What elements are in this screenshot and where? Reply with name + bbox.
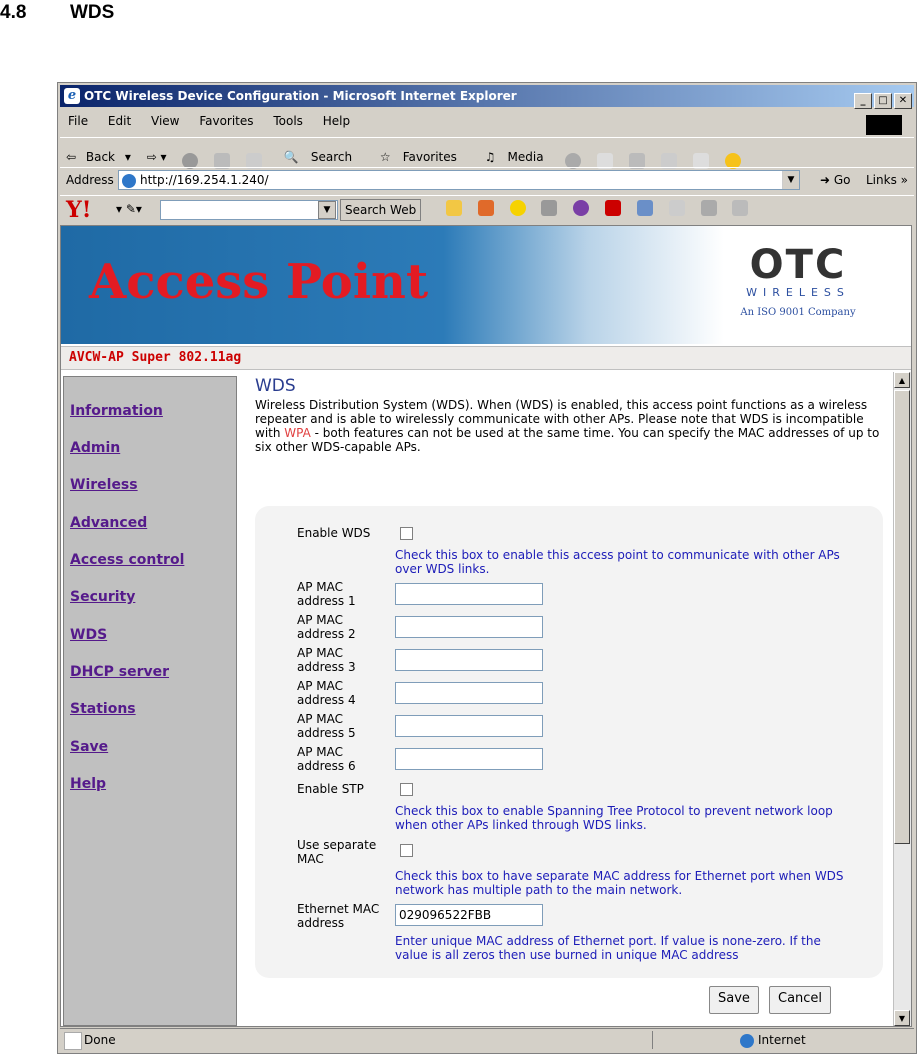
vertical-scrollbar[interactable] [893, 372, 911, 1026]
minimize-button[interactable]: _ [854, 93, 872, 109]
sidebar [63, 376, 237, 1026]
banner [61, 226, 911, 344]
separate-mac-label: Use separate MAC [297, 838, 377, 866]
page-intro [255, 398, 885, 454]
favorites-button[interactable] [374, 144, 463, 164]
enable-wds-help: Check this box to enable this access point to communicate with other APs over WDS links. [395, 548, 840, 576]
back-label: Back [85, 150, 116, 164]
status-zone [740, 1033, 806, 1048]
menu-file[interactable]: File [68, 114, 89, 128]
model-name: AVCW-AP Super 802.11ag [69, 350, 242, 365]
enable-wds-label: Enable WDS [297, 526, 371, 540]
scroll-thumb[interactable] [894, 390, 910, 844]
banner-title: Access Point [89, 254, 429, 310]
media-label: Media [507, 150, 544, 164]
nav-information[interactable]: Information [70, 403, 163, 419]
ap-mac-6-label: AP MAC address 6 [297, 745, 356, 773]
address-url: http://169.254.1.240/ [140, 173, 269, 187]
address-input[interactable] [118, 170, 800, 190]
otc-logo-mark: OTC [749, 242, 847, 288]
scroll-down-icon[interactable]: ▼ [894, 1010, 910, 1026]
section-title: WDS [70, 2, 115, 23]
ap-mac-3-label: AP MAC address 3 [297, 646, 356, 674]
otc-logo-text: WIRELESS [746, 286, 850, 299]
save-button[interactable]: Save [709, 986, 759, 1014]
nav-dhcp-server[interactable]: DHCP server [70, 664, 170, 680]
enable-stp-help: Check this box to enable Spanning Tree Protocol to prevent network loop when other APs linked through WDS links. [395, 804, 833, 832]
ethernet-mac-input[interactable] [395, 904, 543, 926]
ie-icon: e [64, 88, 80, 104]
ap-mac-3-input[interactable] [395, 649, 543, 671]
menu-tools[interactable]: Tools [273, 114, 303, 128]
ap-mac-4-input[interactable] [395, 682, 543, 704]
search-button[interactable] [278, 144, 358, 164]
enable-wds-checkbox[interactable] [400, 527, 413, 540]
wds-form [255, 506, 883, 978]
ap-mac-4-label: AP MAC address 4 [297, 679, 356, 707]
yahoo-finance-icon[interactable] [637, 200, 653, 216]
back-button[interactable]: ⇦ Back ▾ [66, 150, 131, 164]
yahoo-toolbar [60, 195, 914, 224]
separate-mac-checkbox[interactable] [400, 844, 413, 857]
status-cells [652, 1031, 733, 1049]
page-icon [122, 174, 136, 188]
ethernet-mac-help: Enter unique MAC address of Ethernet port. If value is none-zero. If the value is all zeros then use burned in unique MAC address [395, 934, 821, 962]
scroll-up-icon[interactable]: ▲ [894, 372, 910, 388]
window-title: OTC Wireless Device Configuration - Microsoft Internet Explorer [84, 89, 517, 103]
nav-admin[interactable]: Admin [70, 440, 121, 456]
favorites-label: Favorites [402, 150, 457, 164]
ap-mac-5-input[interactable] [395, 715, 543, 737]
ap-mac-1-label: AP MAC address 1 [297, 580, 356, 608]
enable-stp-label: Enable STP [297, 782, 364, 796]
ap-mac-2-label: AP MAC address 2 [297, 613, 356, 641]
document-section-heading [0, 2, 114, 24]
page-status-icon [64, 1032, 82, 1050]
intro-text-1: Wireless Distribution System (WDS). When (WDS) is enabled, this access point functions as a wireless repeater and is able to wirelessly communicate with other APs. Please note that WDS is incompatible with [255, 398, 868, 440]
status-zone-label: Internet [758, 1033, 806, 1047]
links-label: Links [866, 173, 897, 187]
yahoo-target-icon[interactable] [478, 200, 494, 216]
separate-mac-help: Check this box to have separate MAC address for Ethernet port when WDS network has multiple path to the main network. [395, 869, 844, 897]
menu-favorites[interactable]: Favorites [199, 114, 254, 128]
window-controls [852, 88, 912, 110]
yahoo-highlight-icon[interactable] [446, 200, 462, 216]
nav-help[interactable]: Help [70, 776, 107, 792]
yahoo-bookmark-icon[interactable] [701, 200, 717, 216]
otc-logo-tagline: An ISO 9001 Company [740, 307, 856, 318]
intro-wpa: WPA [284, 426, 311, 440]
yahoo-toolbar-icons [440, 200, 754, 216]
favorites-icon: ☆ [379, 150, 391, 164]
nav-save[interactable]: Save [70, 739, 109, 755]
address-bar [60, 167, 914, 192]
page-title: WDS [255, 376, 296, 396]
yahoo-menu-icon[interactable]: ▾ ✎▾ [116, 202, 142, 216]
media-icon: ♫ [484, 150, 496, 164]
ap-mac-1-input[interactable] [395, 583, 543, 605]
yahoo-logo[interactable]: Y! [66, 197, 92, 223]
menu-bar [60, 111, 914, 131]
nav-wds[interactable]: WDS [70, 627, 108, 643]
section-number: 4.8 [0, 2, 27, 23]
ap-mac-6-input[interactable] [395, 748, 543, 770]
go-button[interactable]: ➜ Go [820, 173, 851, 187]
maximize-button[interactable]: □ [874, 93, 892, 109]
model-bar [61, 346, 911, 370]
status-text: Done [84, 1033, 116, 1047]
yahoo-y-icon[interactable] [605, 200, 621, 216]
cancel-button[interactable]: Cancel [769, 986, 831, 1014]
search-icon: 🔍 [283, 150, 299, 164]
menu-edit[interactable]: Edit [107, 114, 132, 128]
internet-zone-icon [740, 1034, 754, 1048]
ap-mac-2-input[interactable] [395, 616, 543, 638]
yahoo-news-icon[interactable] [541, 200, 557, 216]
menu-help[interactable]: Help [322, 114, 351, 128]
nav-security[interactable]: Security [70, 589, 136, 605]
address-label: Address [66, 173, 114, 187]
search-web-button[interactable]: Search Web [340, 199, 421, 221]
main-panel [237, 372, 897, 1024]
media-button[interactable] [479, 144, 550, 164]
yahoo-mail-icon[interactable] [669, 200, 685, 216]
title-bar[interactable] [60, 85, 914, 107]
intro-text-2: - both features can not be used at the same time. You can specify the MAC addresses of up to six other WDS-capable APs. [255, 426, 880, 454]
yahoo-smiley-icon[interactable] [510, 200, 526, 216]
ethernet-mac-label: Ethernet MAC address [297, 902, 380, 930]
enable-stp-checkbox[interactable] [400, 783, 413, 796]
forward-button[interactable]: ⇨ ▾ [146, 150, 167, 164]
menu-view[interactable]: View [151, 114, 180, 128]
go-label: Go [833, 173, 851, 187]
yahoo-clip-icon[interactable] [732, 200, 748, 216]
links-button[interactable]: Links » [866, 173, 908, 187]
search-label: Search [310, 150, 353, 164]
yahoo-search-dropdown-icon[interactable]: ▼ [318, 201, 336, 219]
browser-window [57, 82, 917, 1054]
nav-advanced[interactable]: Advanced [70, 515, 148, 531]
yahoo-search-input[interactable] [160, 200, 338, 220]
otc-wireless-logo [723, 244, 873, 318]
windows-logo-icon [866, 115, 902, 135]
close-button[interactable]: ✕ [894, 93, 912, 109]
standard-toolbar [60, 137, 914, 164]
status-bar [60, 1028, 914, 1051]
nav-access-control[interactable]: Access control [70, 552, 185, 568]
page-content [60, 225, 912, 1027]
ap-mac-5-label: AP MAC address 5 [297, 712, 356, 740]
nav-stations[interactable]: Stations [70, 701, 136, 717]
nav-wireless[interactable]: Wireless [70, 477, 138, 493]
address-dropdown-icon[interactable]: ▼ [782, 171, 799, 189]
yahoo-my-icon[interactable] [573, 200, 589, 216]
